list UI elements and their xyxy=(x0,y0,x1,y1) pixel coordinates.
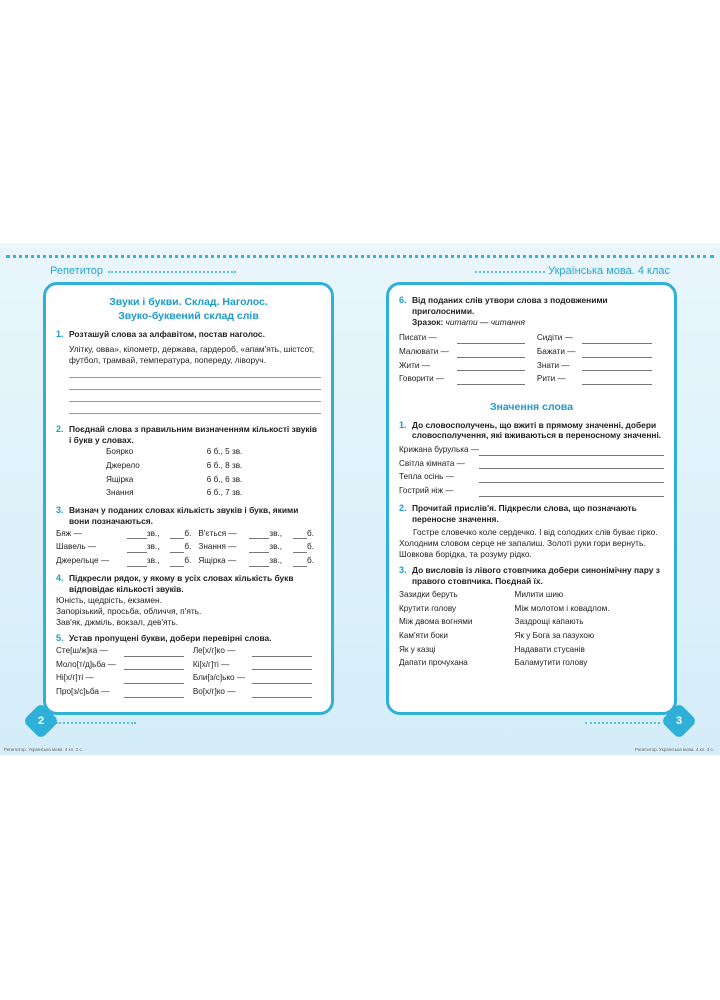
task-1-words: Улітку, овва», кілометр, держава, гардероб, «апам'ять, шістсот, футбол, трамвай, температура, попереду, ліворуч. xyxy=(69,344,315,365)
task-r2: 2. Прочитай прислів'я. Підкресли слова, що позначають переносне значення. xyxy=(399,503,637,524)
task-5: 5. Устав пропущені букви, добери перевірні слова. xyxy=(56,632,272,643)
bottom-right-dots xyxy=(585,722,660,724)
task-4: 4. Підкресли рядок, у якому в усіх словах кількість букв відповідає кількості звуків. xyxy=(56,573,294,595)
task-r3: 3. До висловів із лівого стовпчика добери синонімічну пару з правого стовпчика. Поєднай їх. xyxy=(399,564,660,586)
task-r1: 1. До словосполучень, що вжиті в прямому значенні, добери словосполучення, які вживаються в переносному значенні. xyxy=(399,419,662,441)
top-dotted-border xyxy=(6,255,714,258)
answer-line[interactable] xyxy=(69,392,321,402)
task-r1-table: Крижана бурулька — Світла кімната — Тепла осінь — Гострий ніж — xyxy=(399,443,664,498)
answer-line[interactable] xyxy=(69,380,321,390)
task-2-table: Боярко 6 б., 5 зв. Джерело 6 б., 8 зв. Ящірка 6 б., 6 зв. Знання 6 б., 7 зв. xyxy=(106,447,243,498)
left-page-title: Звуки і букви. Склад. Наголос. Звуко-буквений склад слів xyxy=(109,296,268,323)
task-2: 2. Поєднай слова з правильним визначенням кількості звуків і букв у словах. xyxy=(56,423,318,445)
task-6: 6. Від поданих слів утвори слова з подовженими приголосними. xyxy=(399,295,608,316)
task-4-line: Зав'як, джміль, вокзал, дев'ять. xyxy=(56,616,179,627)
header-right-dots xyxy=(475,271,545,273)
task-4-line: Юність, щедрість, екзамен. xyxy=(56,595,162,605)
task-1: 1. Розташуй слова за алфавітом, постав наголос. xyxy=(56,329,265,340)
right-page xyxy=(386,282,677,715)
answer-line[interactable] xyxy=(69,404,321,414)
right-page-title: Значення слова xyxy=(489,401,574,414)
footer-right: Репетитор. Українська мова. 4 кл. 3 с. xyxy=(634,747,714,752)
task-6-sample: Зразок: читати — читання xyxy=(412,316,525,327)
task-4-line: Запорізький, просьба, обличчя, п'ять. xyxy=(56,605,202,616)
page-number-right: 3 xyxy=(661,703,698,740)
task-3-table: Бяж — зв., б. В'ється — зв., б. Шавель — зв., б. Знання — зв., б. Джерельце — зв., б. Ящірка — зв., б. xyxy=(56,528,314,565)
footer-left: Репетитор. Українська мова. 4 кл. 2 с. xyxy=(4,747,84,752)
answer-line[interactable] xyxy=(69,368,321,378)
header-right: Українська мова. 4 клас xyxy=(548,265,670,277)
task-r2-paragraph: Гостре словечко коле сердечко. І від солодких слів буває гірко. Холодним словом серце не запалиш. Золоті руки гори вернуть. Шовкова борідка, та розуму рідко. xyxy=(399,526,658,559)
bottom-left-dots xyxy=(56,722,136,724)
header-left: Репетитор xyxy=(50,265,104,277)
task-3: 3. Визнач у поданих словах кількість звуків і букв, якими вони позначаються. xyxy=(56,505,299,527)
left-page xyxy=(43,282,334,715)
header-left-dots xyxy=(108,271,236,273)
page-number-left: 2 xyxy=(23,703,60,740)
task-6-table: Писати — Сидіти — Малювати — Бажати — Жити — Знати — Говорити — Рити — xyxy=(399,332,664,387)
task-5-table: Сте[ш/ж]ка — Ле[х/г]ко — Моло[т/д]ьба — Кі[х/г]ті — Ні[х/г]ті — Бли[з/с]ько — Про[з/с]ьба — Во[х/г]ко — xyxy=(56,644,321,699)
task-r3-table: Зазидки беруть Милити шию Крутити голову Між молотом і ковадлом. Між двома вогнями Заздрощі капають Кам'яти боки Як у Бога за пазухою Як у казці Надавати стусанів Дапати прочухана Баламутити голову xyxy=(399,589,610,668)
